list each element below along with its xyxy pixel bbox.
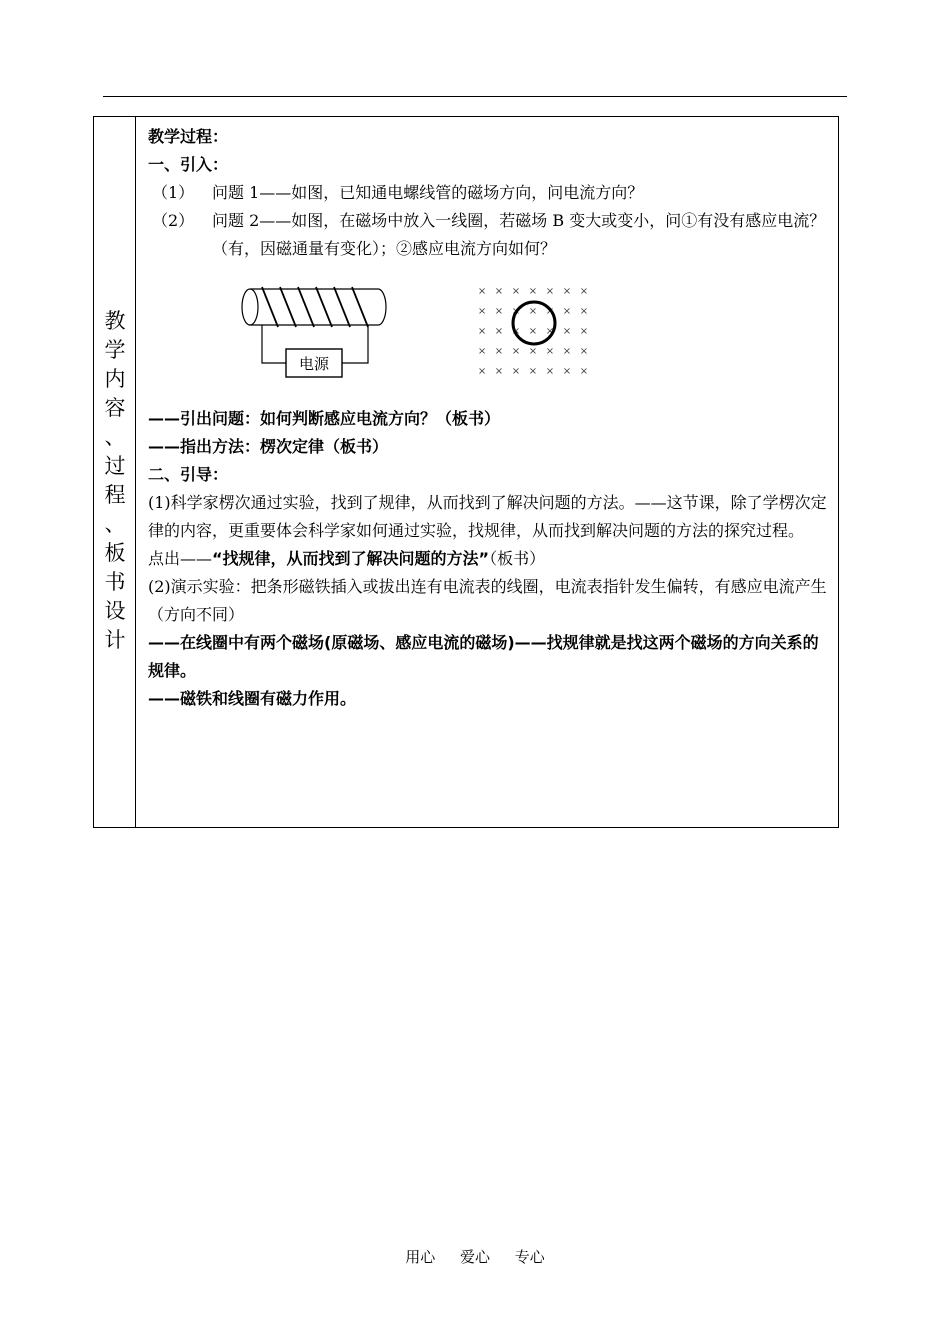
field-cross-mark: × <box>528 286 538 297</box>
part1-heading: 一、引入： <box>148 155 229 174</box>
side-char: 学 <box>104 338 126 362</box>
field-cross-mark: × <box>494 326 504 337</box>
field-cross-mark: × <box>528 346 538 357</box>
field-cross-mark: × <box>511 366 521 377</box>
side-char: 容 <box>104 396 126 420</box>
field-cross-mark: × <box>562 366 572 377</box>
part2-heading: 二、引导： <box>148 465 229 484</box>
field-cross-mark: × <box>545 326 555 337</box>
field-cross-mark: × <box>579 306 589 317</box>
field-cross-mark: × <box>528 326 538 337</box>
paragraph-2 <box>148 545 828 573</box>
question-2 <box>148 207 828 263</box>
question-1-text: 问题 1——如图，已知通电螺线管的磁场方向，问电流方向？ <box>212 183 644 202</box>
paragraph-1: (1)科学家楞次通过实验，找到了规律，从而找到了解决问题的方法。——这节课，除了学楞次定律的内容，更重要体会科学家如何通过实验，找规律，从而找到解决问题的方法的探究过程。 <box>148 493 827 540</box>
page-footer <box>0 1246 950 1267</box>
field-cross-mark: × <box>478 326 487 337</box>
magnetic-field-figure <box>478 283 604 387</box>
field-cross-mark: × <box>494 346 504 357</box>
content-cell <box>148 123 828 713</box>
conclusion-2: ——指出方法：楞次定律（板书） <box>148 437 389 456</box>
header-rule <box>103 96 847 97</box>
side-label-cell <box>94 117 136 827</box>
field-cross-mark: × <box>511 306 521 317</box>
paragraph-2-prefix: 点出—— <box>148 549 213 568</box>
paragraph-2-suffix: （板书） <box>489 549 546 568</box>
side-char: 程 <box>104 483 126 507</box>
field-cross-mark: × <box>562 286 572 297</box>
power-source-label: 电源 <box>298 355 330 373</box>
side-char: 、 <box>104 512 126 536</box>
footer-item: 用心 <box>405 1248 436 1266</box>
field-cross-mark: × <box>545 346 555 357</box>
figures-row <box>148 269 828 401</box>
paragraph-4: ——在线圈中有两个磁场(原磁场、感应电流的磁场)——找规律就是找这两个磁场的方向关系的规律。 <box>148 633 819 680</box>
field-cross-mark: × <box>478 306 487 317</box>
field-cross-mark: × <box>579 326 589 337</box>
side-char: 教 <box>104 309 126 333</box>
field-cross-mark: × <box>494 366 504 377</box>
field-cross-mark: × <box>528 306 538 317</box>
section-title: 教学过程： <box>148 127 229 146</box>
field-cross-mark: × <box>511 286 521 297</box>
side-char: 板 <box>104 541 126 565</box>
lesson-table <box>93 116 839 828</box>
field-cross-mark: × <box>511 346 521 357</box>
paragraph-2-emphasis: “找规律，从而找到了解决问题的方法” <box>212 549 490 568</box>
field-cross-mark: × <box>579 366 589 377</box>
paragraph-3: (2)演示实验：把条形磁铁插入或拔出连有电流表的线圈，电流表指针发生偏转，有感应电流产生（方向不同） <box>148 577 827 624</box>
question-1-num: （1） <box>152 183 195 202</box>
solenoid-figure <box>234 283 394 387</box>
question-1 <box>148 179 828 207</box>
side-char: 计 <box>104 628 126 652</box>
field-cross-mark: × <box>545 286 555 297</box>
paragraph-5: ——磁铁和线圈有磁力作用。 <box>148 689 357 708</box>
field-cross-mark: × <box>545 306 555 317</box>
side-label <box>94 307 136 655</box>
field-cross-mark: × <box>579 346 589 357</box>
field-cross-mark: × <box>478 286 487 297</box>
side-char: 设 <box>104 599 126 623</box>
field-cross-mark: × <box>528 366 538 377</box>
field-cross-mark: × <box>511 326 521 337</box>
footer-item: 爱心 <box>459 1248 490 1266</box>
conclusion-1: ——引出问题：如何判断感应电流方向？（板书） <box>148 409 501 428</box>
side-char: 过 <box>104 454 126 478</box>
field-cross-mark: × <box>579 286 589 297</box>
field-cross-mark: × <box>494 286 504 297</box>
field-cross-mark: × <box>494 306 504 317</box>
field-cross-mark: × <box>478 346 487 357</box>
field-cross-mark: × <box>562 326 572 337</box>
footer-item: 专心 <box>514 1248 545 1266</box>
side-char: 书 <box>104 570 126 594</box>
side-char: 内 <box>104 367 126 391</box>
field-cross-mark: × <box>545 366 555 377</box>
field-cross-mark: × <box>562 346 572 357</box>
side-char: 、 <box>104 425 126 449</box>
field-cross-mark: × <box>478 366 487 377</box>
field-cross-mark: × <box>562 306 572 317</box>
question-2-num: （2） <box>152 211 195 230</box>
question-2-text: 问题 2——如图，在磁场中放入一线圈，若磁场 B 变大或变小，问①有没有感应电流？（有，因磁通量有变化）；②感应电流方向如何？ <box>212 211 826 258</box>
